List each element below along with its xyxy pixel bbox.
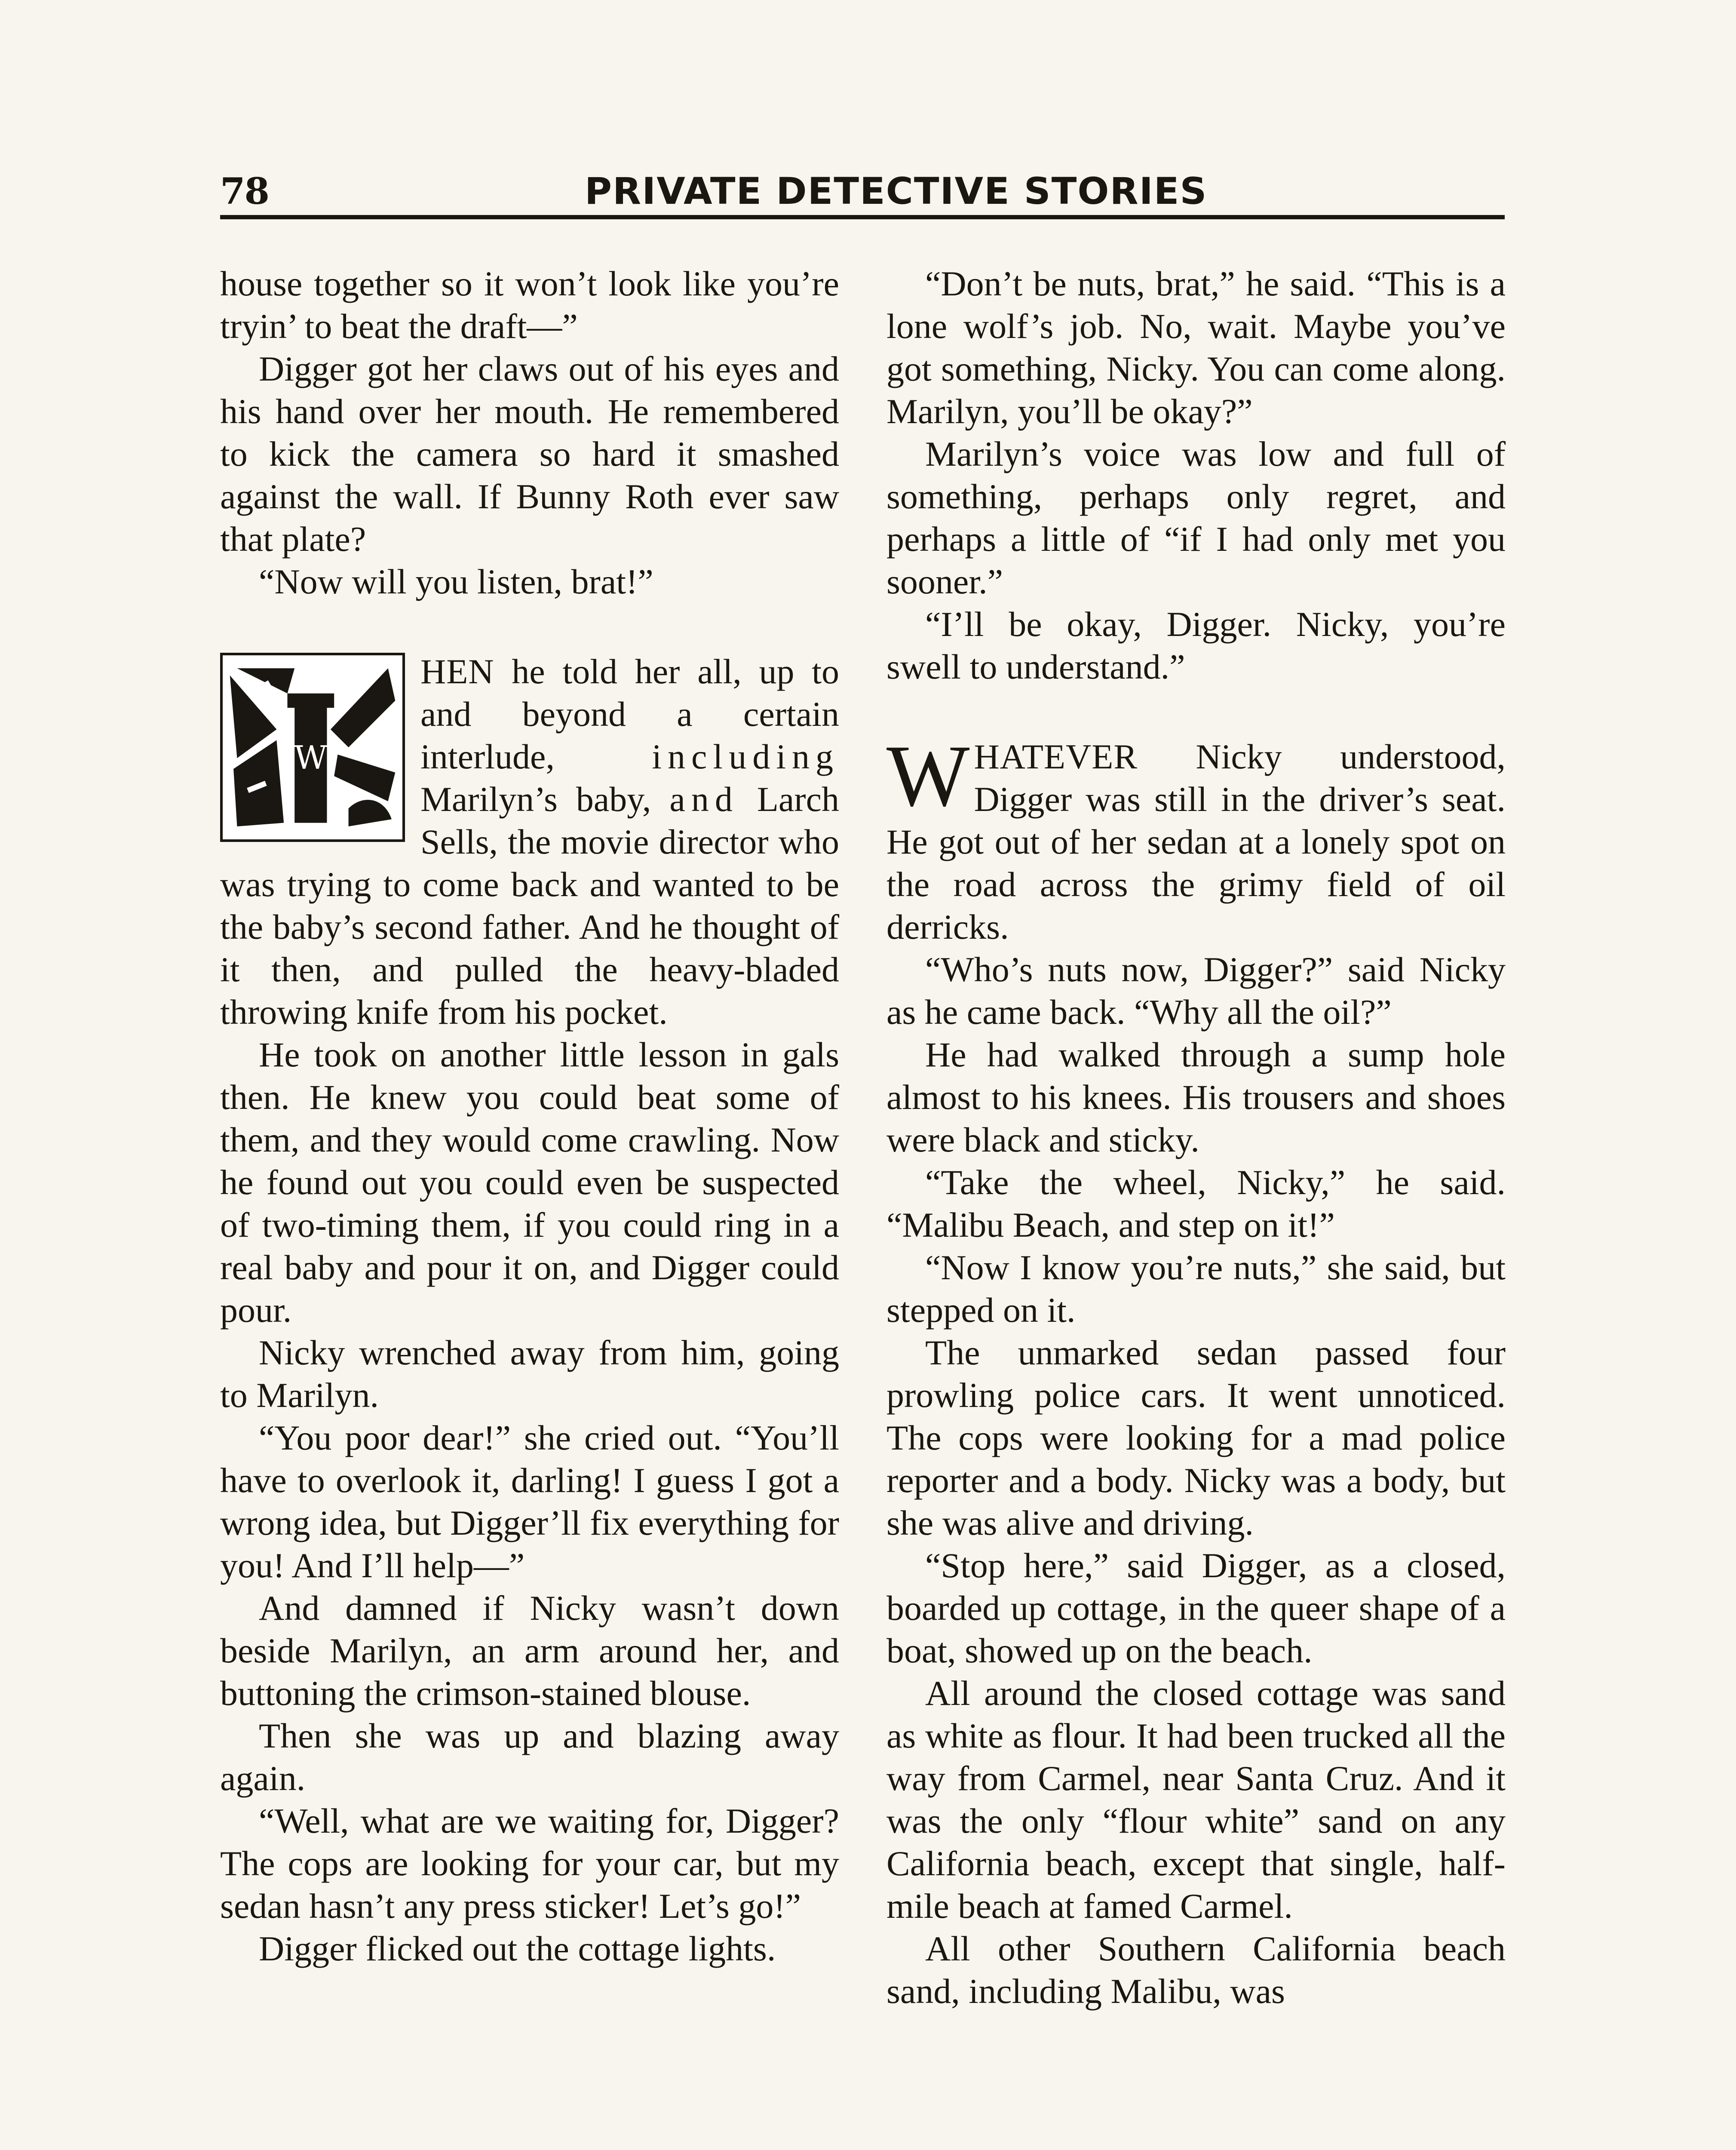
dropcap-lead: HEN <box>420 652 494 691</box>
right-column <box>886 262 1506 2012</box>
paragraph: “You poor dear!” she cried out. “You’ll have to overlook it, darling! I guess I got a wrong idea, but Digger’ll fix everything for you! And I’ll help—” <box>220 1418 839 1585</box>
paragraph: Marilyn’s voice was low and full of something, perhaps only regret, and perhaps a little of “if I had only met you sooner.” <box>886 434 1506 601</box>
page-number: 78 <box>220 170 269 212</box>
paragraph-initial <box>886 727 1506 948</box>
section-gap <box>886 688 1506 735</box>
paragraph: “Stop here,” said Digger, as a closed, boarded up cottage, in the queer shape of a boat, showed up on the beach. <box>886 1546 1506 1670</box>
initial-letter: W <box>886 727 970 825</box>
paragraph: “Don’t be nuts, brat,” he said. “This is a lone wolf’s job. No, wait. Maybe you’ve got something, Nicky. You can come along. Marilyn, you’ll be okay?” <box>886 264 1506 431</box>
paragraph: He took on another little lesson in gals then. He knew you could beat some of them, and they would come crawling. Now he found out you could even be suspected of two-timing them, if you could ring in a real baby and pour it on, and Digger could pour. <box>220 1035 839 1330</box>
paragraph: Then she was up and blazing away again. <box>220 1716 839 1798</box>
text-run: Larch Sells, the movie director who was trying to come back and wanted to be the baby’s second father. And he thought of it then, and pulled the heavy-bladed throwing knife from his pocket. <box>220 780 839 1032</box>
header-rule <box>220 215 1505 219</box>
section-gap <box>220 603 839 650</box>
text-run: he told her all, up to and beyond a certain interlude, <box>420 652 839 776</box>
paragraph: “I’ll be okay, Digger. Nicky, you’re swell to understand.” <box>886 605 1506 686</box>
decorative-dropcap <box>220 653 405 842</box>
spaced-word: including <box>652 737 839 776</box>
paragraph: Digger flicked out the cottage lights. <box>259 1929 776 1968</box>
left-column <box>220 262 839 1970</box>
paragraph: house together so it won’t look like you’re tryin’ to beat the draft—” <box>220 264 839 346</box>
paragraph: “Take the wheel, Nicky,” he said. “Malibu Beach, and step on it!” <box>886 1163 1506 1244</box>
spaced-word: and <box>669 780 739 819</box>
paragraph-dropcap <box>220 650 839 1033</box>
running-head: PRIVATE DETECTIVE STORIES <box>585 170 1208 213</box>
dropcap-letter: W <box>294 739 328 777</box>
paragraph: “Now will you listen, brat!” <box>259 562 653 601</box>
paragraph: “Now I know you’re nuts,” she said, but stepped on it. <box>886 1248 1506 1330</box>
woodcut-w-icon <box>223 655 402 839</box>
paragraph: He had walked through a sump hole almost to his knees. His trousers and shoes were black and sticky. <box>886 1035 1506 1159</box>
paragraph: “Well, what are we waiting for, Digger? The cops are looking for your car, but my sedan hasn’t any press sticker! Let’s go!” <box>220 1801 839 1926</box>
text-run: Marilyn’s baby, <box>420 780 670 819</box>
initial-lead: HATEVER <box>974 737 1138 776</box>
paragraph: The unmarked sedan passed four prowling police cars. It went unnoticed. The cops were looking for a mad police reporter and a body. Nicky was a body, but she was alive and driving. <box>886 1333 1506 1542</box>
paragraph: Nicky wrenched away from him, going to Marilyn. <box>220 1333 839 1415</box>
text-run: Nicky understood, Digger was still in the driver’s seat. He got out of her sedan at a lonely spot on the road across the grimy field of oil derricks. <box>886 737 1506 946</box>
paragraph: All other Southern California beach sand, including Malibu, was <box>886 1929 1506 2011</box>
paragraph: “Who’s nuts now, Digger?” said Nicky as he came back. “Why all the oil?” <box>886 950 1506 1032</box>
paragraph: And damned if Nicky wasn’t down beside Marilyn, an arm around her, and buttoning the crimson-stained blouse. <box>220 1588 839 1713</box>
paragraph: All around the closed cottage was sand as white as flour. It had been trucked all the way from Carmel, near Santa Cruz. And it was the only “flour white” sand on any California beach, except that single, half-mile beach at famed Carmel. <box>886 1674 1506 1926</box>
paragraph: Digger got her claws out of his eyes and his hand over her mouth. He remembered to kick the camera so hard it smashed against the wall. If Bunny Roth ever saw that plate? <box>220 349 839 559</box>
